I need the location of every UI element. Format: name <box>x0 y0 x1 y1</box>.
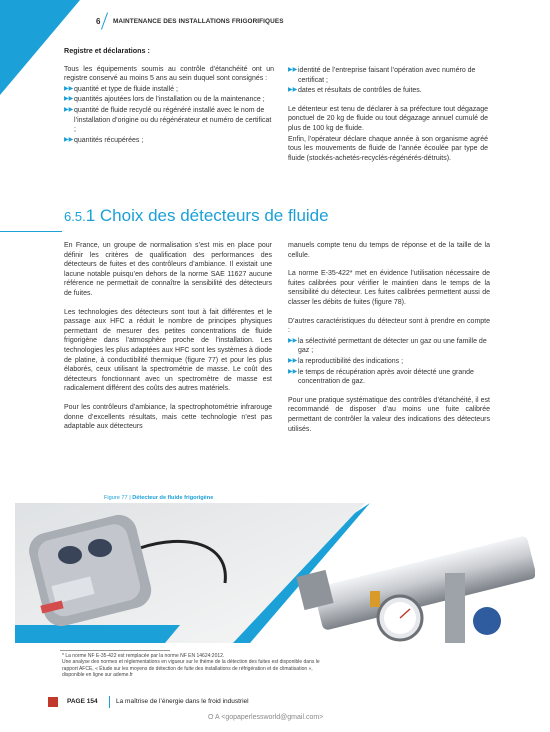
blue-strip-left <box>15 625 180 643</box>
arrow-bullet-icon: ▶▶ <box>64 136 74 143</box>
footnote-rule <box>60 650 170 651</box>
list-item: ▶▶ la reproductibilité des indications ; <box>288 357 404 365</box>
registre-list <box>64 85 274 146</box>
arrow-bullet-icon: ▶▶ <box>288 357 298 364</box>
body-right-column <box>288 241 490 443</box>
characteristics-list <box>288 337 490 387</box>
list-item: ▶▶ quantités récupérées ; <box>64 136 144 144</box>
list-item: ▶▶ dates et résultats de contrôles de fuites. <box>288 87 422 95</box>
registre-left-column <box>64 46 274 154</box>
footnote-line: * La norme NF E-35-422 est remplacée par la norme NF EN 14624:2012. <box>62 653 225 659</box>
arrow-bullet-icon: ▶▶ <box>64 106 74 113</box>
book-title: La maîtrise de l’énergie dans le froid industriel <box>116 698 249 705</box>
section-rule <box>0 231 62 232</box>
list-item: ▶▶ quantités ajoutées lors de l’installation ou de la maintenance ; <box>64 96 265 104</box>
arrow-bullet-icon: ▶▶ <box>288 67 298 73</box>
body-paragraph: En France, un groupe de normalisation s’est mis en place pour définir les critères de qualification des performances des détecteurs de fuites et des contrôleurs d’ambiance. Il existait une lacune notable puisqu’en dehors de la norme SAE 11627 aucune référence ne permettait de connaître la sensibilité des détecteurs de fuites. <box>64 242 272 297</box>
footnote-line: Une analyse des normes et réglementations en vigueur sur le thème de la détection des fuites est disponible dans le rapport AFCE, « Étude sur les moyens de détection de fuite des installations de réfrigération et de climatisation », disponible en ligne sur ademe.fr <box>62 659 320 678</box>
section-title <box>64 206 329 226</box>
arrow-bullet-icon: ▶▶ <box>288 368 298 375</box>
section-title-text: Choix des détecteurs de fluide <box>99 206 329 225</box>
registre-list-right <box>288 66 488 96</box>
list-item: ▶▶ identité de l’entreprise faisant l’opération avec numéro de certificat ; <box>288 67 476 84</box>
registre-intro: Tous les équipements soumis au contrôle d’étanchéité ont un registre conservé au moins 5 ans au sein duquel sont consignés : <box>64 65 274 83</box>
body-paragraph: Les technologies des détecteurs sont tout à fait différentes et le passage aux HFC a réduit le nombre de principes physiques permettant de mesurer des petites concentrations de fluide frigorigène dans l’atmosphère proche de l’installation. Les technologies les plus adaptées aux HFC sont les systèmes à diode de platine, à conductibilité thermique (figure 77) et pour les plus élaborés, ceux utilisant la spectrométrie de masse. Le coût des détecteurs fonctionnant avec un spectromètre de masse est radicalement différent des coûts des autres matériels. <box>64 308 272 393</box>
page-number: PAGE 154 <box>67 698 98 705</box>
list-item: ▶▶ le temps de récupération après avoir détecté une grande concentration de gaz. <box>288 368 474 386</box>
arrow-bullet-icon: ▶▶ <box>64 85 74 92</box>
list-item: ▶▶ quantité de fluide recyclé ou régénéré installé avec le nom de l’installation d’origine ou du régénérateur et numéro de certificat ; <box>64 106 272 134</box>
registre-heading: Registre et déclarations : <box>64 46 150 55</box>
list-item: ▶▶ quantité et type de fluide installé ; <box>64 85 178 93</box>
body-paragraph: Pour les contrôleurs d’ambiance, la spectrophotométrie infrarouge donne d’excellents résultats, mais cette technologie n’est pas adaptable aux détecteurs <box>64 403 272 431</box>
figure-photos <box>15 503 535 643</box>
chapter-number: 6 <box>96 17 101 26</box>
arrow-bullet-icon: ▶▶ <box>288 337 298 344</box>
chapter-divider <box>101 12 108 29</box>
list-item: ▶▶ la sélectivité permettant de détecter un gaz ou une famille de gaz ; <box>288 337 487 355</box>
body-paragraph: manuels compte tenu du temps de réponse et de la taille de la cellule. <box>288 242 490 259</box>
footer-divider <box>109 696 110 708</box>
body-left-column <box>64 241 272 441</box>
registre-right-column <box>288 66 488 172</box>
arrow-bullet-icon: ▶▶ <box>64 96 74 103</box>
section-number-suffix: 1 <box>85 206 96 225</box>
body-paragraph: Pour une pratique systématique des contrôles d’étanchéité, il est recommandé de disposer d’au moins une fuite calibrée permettant de contrôler la valeur des indications des détecteurs utilisés. <box>288 396 490 433</box>
footnote <box>62 653 322 678</box>
body-paragraph: La norme E-35-422* met en évidence l’utilisation nécessaire de fuites calibrées pour vérifier le maintien dans le temps de la sensibilité du détecteur. Les fuites calibrées permettent aussi de classer les débits de fuites (figure 78). <box>288 270 490 306</box>
chapter-title: MAINTENANCE DES INSTALLATIONS FRIGORIFIQUES <box>113 18 284 25</box>
annual-declaration-paragraph: Enfin, l’opérateur déclare chaque année à son organisme agréé tous les mouvements de fluide de l’année écoulée par type de fluide (stockés-achetés-recyclés-régénérés-détruits). <box>288 135 488 162</box>
body-paragraph: D’autres caractéristiques du détecteur sont à prendre en compte : <box>288 317 490 335</box>
figure-77-caption: Figure 77 | Détecteur de fluide frigorigène <box>104 495 214 501</box>
section-number-prefix: 6.5. <box>64 209 86 224</box>
page-marker <box>48 697 58 707</box>
arrow-bullet-icon: ▶▶ <box>288 87 298 94</box>
watermark: O A <gopaperlessworld@gmail.com> <box>208 714 324 721</box>
declaration-paragraph: Le détenteur est tenu de déclarer à sa préfecture tout dégazage ponctuel de 20 kg de fluide ou tout dégazage annuel cumulé de plus de 100 kg de fluide. <box>288 105 488 132</box>
